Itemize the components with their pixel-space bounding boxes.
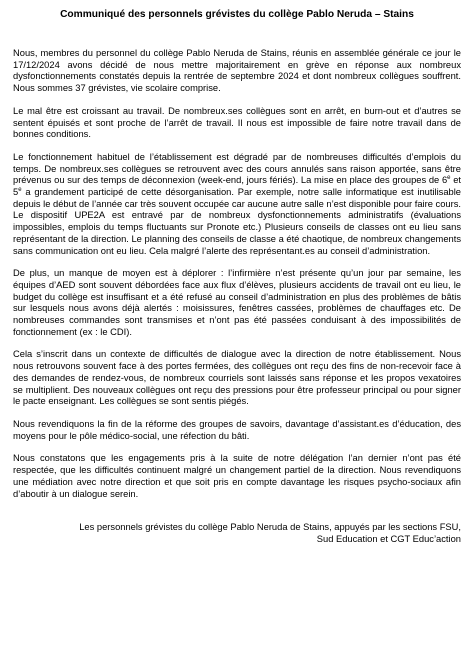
paragraph-revendications: Nous revendiquons la fin de la réforme des groupes de savoirs, davantage d’assistant.es d’éducation, des moyens pour le pôle médico-social, une réfection du bâti. [13, 418, 461, 441]
signature-line-1: Les personnels grévistes du collège Pablo Neruda de Stains, appuyés par les sections FSU, [79, 522, 461, 533]
paragraph-dialogue: Cela s’inscrit dans un contexte de difficultés de dialogue avec la direction de notre établissement. Nous nous retrouvons souvent face à des portes fermées, des collègues ont reçu des fins de non-recevoir face à des demandes de rendez-vous, de nombreux courriels sont laissés sans réponse et les propos vexatoires se multiplient. Des nouveaux collègues ont reçu des pressions pour être professeur principal ou pour signer le pacte enseignant. Les collègues se sont sentis piégés. [13, 349, 461, 407]
signature-line-2: Sud Education et CGT Educ’action [316, 533, 461, 544]
paragraph-mal-etre: Le mal être est croissant au travail. De nombreux.ses collègues sont en arrêt, en burn-out et d’autres se sentent épuisés et sont proche de l’arrêt de travail. Il nous est impossible de faire notre travail dans de bonnes conditions. [13, 105, 461, 140]
paragraph-intro: Nous, membres du personnel du collège Pablo Neruda de Stains, réunis en assemblée générale ce jour le 17/12/2024 avons décidé de nous mettre majoritairement en grève en réponse aux nombreux dysfonctionnements constatés depuis la rentrée de septembre 2024 et dont nombreux collègues souffrent. Nous sommes 37 grévistes, vie scolaire comprise. [13, 48, 461, 94]
signature-block [13, 522, 461, 545]
paragraph-engagements: Nous constatons que les engagements pris à la suite de notre délégation l’an dernier n’ont pas été respectée, que les difficultés continuent malgré un changement partiel de la direction. Nous revendiquons une médiation avec notre direction et que soit pris en compte davantage les risques psycho-sociaux afin d’aboutir à un dialogue serein. [13, 453, 461, 499]
document-title: Communiqué des personnels grévistes du collège Pablo Neruda – Stains [60, 9, 414, 20]
paragraph-moyens: De plus, un manque de moyen est à déplorer : l’infirmière n’est présente qu’un jour par semaine, les équipes d’AED sont souvent débordées face aux flux d’élèves, plusieurs accidents de travail ont eu lieu, le budget du collège est insuffisant et a été refusé au conseil d’administration en plus des problèmes de bâtis sur lesquels nous avons déjà alertés : moisissures, fenêtres cassées, problèmes de chauffages etc. De nombreuses commandes sont transmises et n’ont pas été passées conduisant à des impossibilités de fonctionnement (ex : le CDI). [13, 268, 461, 337]
paragraph-fonctionnement: Le fonctionnement habituel de l’établissement est dégradé par de nombreuses difficultés d’emplois du temps. De nombreux.ses collègues se retrouvent avec des cours annulés sans raison apportée, sans être prévenus ou sur des temps de déconnexion (week-end, jours fériés). La mise en place des groupes de 6e et 5e a grandement participé de cette désorganisation. Par exemple, notre salle informatique est inutilisable depuis le début de l’année car très souvent occupée car aucune autre salle n’est disponible pour faire cours. Le dispositif UPE2A est entravé par de nombreux dysfonctionnements administratifs (évaluations impossibles, emplois du temps fluctuants sur Pronote etc.) Plusieurs conseils de classes ont eu lieu sans représentant de la direction. Le planning des conseils de classe a été chaotique, de nombreux changements sans communication ont eu lieu. Cela malgré l’alerte des représentant.es au conseil d’administration. [13, 151, 462, 256]
